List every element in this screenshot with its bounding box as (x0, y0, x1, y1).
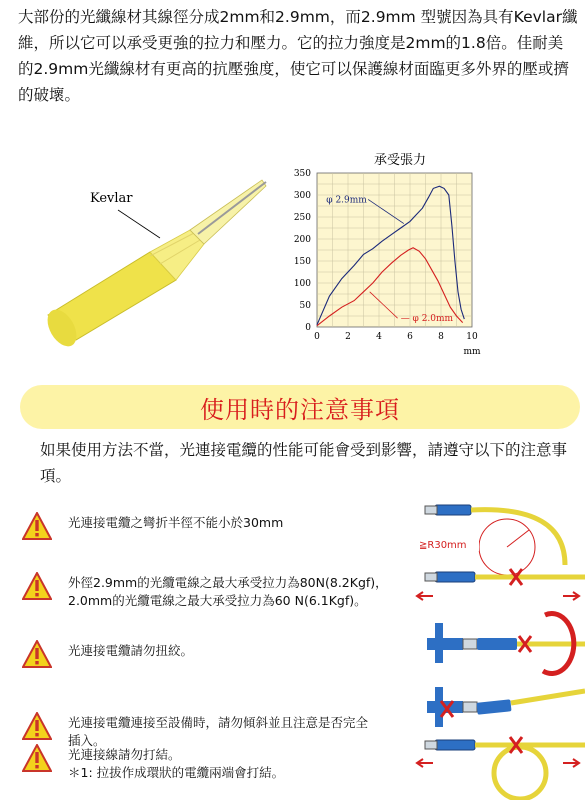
y-tick-label: 100 (293, 279, 311, 289)
section-heading: 使用時的注意事項 (200, 395, 400, 424)
warning-icon (22, 744, 52, 772)
y-tick-label: 350 (293, 169, 311, 179)
caution-item-tension (22, 572, 442, 612)
bend-radius-illustration (417, 505, 565, 575)
x-tick-label: 2 (345, 332, 351, 342)
caution-item-bend-radius (22, 512, 442, 542)
section-banner (20, 385, 580, 429)
x-tick-label: 0 (314, 332, 320, 342)
kevlar-label: Kevlar (90, 191, 133, 206)
y-tick-label: 200 (293, 235, 311, 245)
intro-paragraph: 大部份的光纖線材其線徑分成2mm和2.9mm，而2.9mm 型號因為具有Kevlar纖維，所以它可以承受更強的拉力和壓力。它的拉力強度是2mm的1.8倍。佳耐美的2.9mm光纖線材有更高的抗壓強度，使它可以保護線材面臨更多外界的壓或擠的破壞。 (18, 8, 578, 104)
y-tick-label: 150 (293, 257, 311, 267)
warning-icon (22, 512, 52, 540)
caution-item-twist (22, 640, 442, 670)
y-tick-label: 50 (299, 301, 311, 311)
series-label-20: — φ 2.0mm (400, 314, 454, 325)
caution-text: 光連接電纜之彎折半徑不能小於30mm (68, 515, 284, 530)
caution-line-1: 光連接線請勿打結。 (68, 747, 181, 762)
caution-text (68, 574, 438, 610)
warning-icon (22, 640, 52, 668)
bend-radius-label: ≧R30mm (419, 540, 467, 551)
section-lead: 如果使用方法不當，光連接電纜的性能可能會受到影響，請遵守以下的注意事項。 (40, 441, 568, 485)
warning-icon (22, 572, 52, 600)
tensile-chart (0, 140, 585, 370)
knot-illustration (417, 737, 585, 799)
x-tick-label: 4 (376, 332, 382, 342)
caution-text (68, 746, 438, 782)
x-tick-label: 8 (438, 332, 444, 342)
caution-line-2: 插入。 (68, 733, 106, 748)
y-tick-label: 300 (293, 191, 311, 201)
tension-illustration (417, 569, 585, 600)
y-tick-label: 250 (293, 213, 311, 223)
warning-icon (22, 712, 52, 740)
caution-illustrations (415, 495, 585, 800)
chart-plot-area (294, 169, 478, 342)
y-tick-label: 0 (305, 323, 311, 333)
caution-line-1: 光連接電纜連接至設備時，請勿傾斜並且注意是否完全 (68, 715, 369, 730)
caution-item-knot (22, 744, 442, 784)
caution-line-1: 外徑2.9mm的光纜電線之最大承受拉力為80N(8.2Kgf)， (68, 575, 388, 590)
caution-text: 光連接電纜請勿扭絞。 (68, 643, 194, 658)
tensile-figure (0, 140, 585, 370)
caution-line-2: 2.0mm的光纜電線之最大承受拉力為60 N(6.1Kgf)。 (68, 593, 367, 608)
chart-title: 承受張力 (373, 153, 427, 168)
chart-x-unit: mm (463, 347, 481, 357)
x-tick-label: 6 (407, 332, 413, 342)
caution-line-2: ＊1: 拉拔作成環狀的電纜兩端會打結。 (68, 765, 285, 780)
twist-illustration (427, 614, 585, 674)
x-tick-label: 10 (466, 332, 478, 342)
series-label-29: φ 2.9mm (326, 195, 367, 206)
insert-illustration (427, 687, 585, 727)
